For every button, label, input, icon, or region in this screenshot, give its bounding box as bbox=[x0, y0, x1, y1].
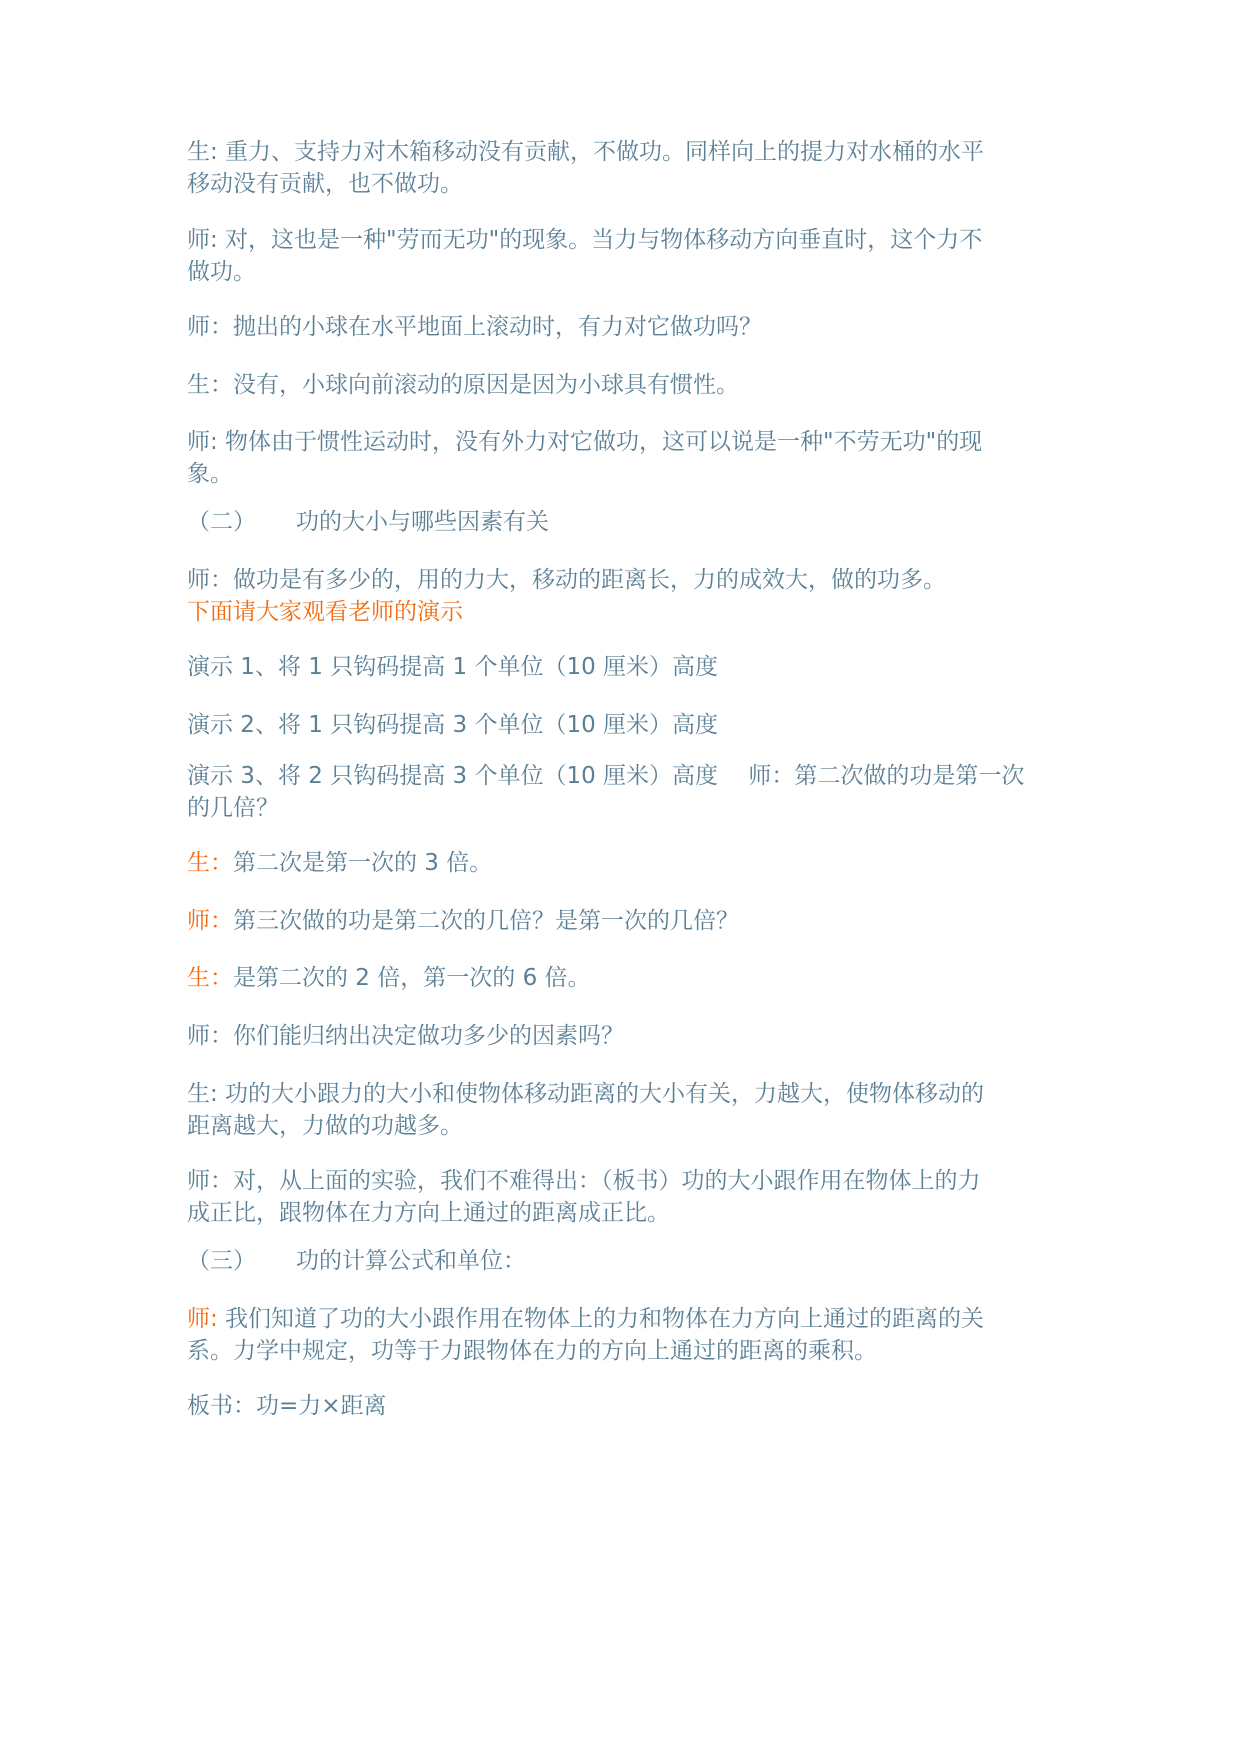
text-line: 我们知道了功的大小跟作用在物体上的力和物体在力方向上通过的距离的关 bbox=[217, 1306, 985, 1332]
speaker-label: 生： bbox=[187, 965, 233, 991]
paragraph-teacher-demo-intro bbox=[187, 564, 1067, 628]
paragraph-teacher-ball-question bbox=[187, 311, 1067, 343]
text-line: 演示 2、将 1 只钩码提高 3 个单位（10 厘米）高度 bbox=[187, 712, 719, 738]
text-line: 第二次是第一次的 3 倍。 bbox=[233, 850, 493, 876]
paragraph-teacher-question-2 bbox=[187, 905, 1067, 937]
text-line: 距离越大，力做的功越多。 bbox=[187, 1113, 463, 1139]
text-line: 的几倍？ bbox=[187, 795, 279, 821]
text-line: 板书：功=力×距离 bbox=[187, 1393, 387, 1419]
text-line: 系。力学中规定，功等于力跟物体在力的方向上通过的距离的乘积。 bbox=[187, 1338, 877, 1364]
text-line: 师：对，从上面的实验，我们不难得出：（板书）功的大小跟作用在物体上的力 bbox=[187, 1168, 981, 1194]
paragraph-student-gravity bbox=[187, 136, 1067, 200]
text-line: 演示 3、将 2 只钩码提高 3 个单位（10 厘米）高度 师：第二次做的功是第一次 bbox=[187, 763, 1025, 789]
text-line: 第三次做的功是第二次的几倍？是第一次的几倍？ bbox=[233, 908, 739, 934]
text-line: 师：你们能归纳出决定做功多少的因素吗？ bbox=[187, 1023, 624, 1049]
text-line: 师：做功是有多少的，用的力大，移动的距离长，力的成效大，做的功多。 bbox=[187, 567, 946, 593]
text-line: 演示 1、将 1 只钩码提高 1 个单位（10 厘米）高度 bbox=[187, 654, 719, 680]
paragraph-teacher-definition bbox=[187, 1303, 1067, 1367]
paragraph-demo-1 bbox=[187, 651, 1067, 683]
paragraph-teacher-perpendicular bbox=[187, 224, 1067, 288]
paragraph-demo-3 bbox=[187, 760, 1067, 824]
highlight-line: 下面请大家观看老师的演示 bbox=[187, 599, 463, 625]
text-line: 师: 物体由于惯性运动时，没有外力对它做功，这可以说是一种"不劳无功"的现 bbox=[187, 429, 983, 455]
section-title: 功的计算公式和单位： bbox=[296, 1248, 526, 1274]
section-heading-2 bbox=[187, 506, 1067, 538]
text-line: 是第二次的 2 倍，第一次的 6 倍。 bbox=[233, 965, 591, 991]
text-line: 移动没有贡献，也不做功。 bbox=[187, 171, 463, 197]
text-line: 成正比，跟物体在力方向上通过的距离成正比。 bbox=[187, 1200, 670, 1226]
text-line: 象。 bbox=[187, 461, 233, 487]
speaker-label: 师： bbox=[187, 908, 233, 934]
paragraph-student-answer-2 bbox=[187, 962, 1067, 994]
section-title: 功的大小与哪些因素有关 bbox=[296, 509, 549, 535]
paragraph-board-formula bbox=[187, 1390, 1067, 1422]
paragraph-demo-2 bbox=[187, 709, 1067, 741]
text-line: 师: 对，这也是一种"劳而无功"的现象。当力与物体移动方向垂直时，这个力不 bbox=[187, 227, 983, 253]
paragraph-teacher-factors-question bbox=[187, 1020, 1067, 1052]
text-line: 师：抛出的小球在水平地面上滚动时，有力对它做功吗？ bbox=[187, 314, 762, 340]
section-number: （三） bbox=[187, 1248, 256, 1274]
text-line: 生: 重力、支持力对木箱移动没有贡献，不做功。同样向上的提力对水桶的水平 bbox=[187, 139, 985, 165]
paragraph-student-inertia bbox=[187, 369, 1067, 401]
paragraph-teacher-conclusion bbox=[187, 1165, 1067, 1229]
paragraph-student-answer-1 bbox=[187, 847, 1067, 879]
text-line: 做功。 bbox=[187, 259, 256, 285]
text-line: 生：没有，小球向前滚动的原因是因为小球具有惯性。 bbox=[187, 372, 739, 398]
speaker-label: 师: bbox=[187, 1306, 218, 1332]
section-number: （二） bbox=[187, 509, 256, 535]
speaker-label: 生： bbox=[187, 850, 233, 876]
paragraph-student-factors bbox=[187, 1078, 1067, 1142]
section-heading-3 bbox=[187, 1245, 1067, 1277]
paragraph-teacher-inertia bbox=[187, 426, 1067, 490]
text-line: 生: 功的大小跟力的大小和使物体移动距离的大小有关，力越大，使物体移动的 bbox=[187, 1081, 985, 1107]
